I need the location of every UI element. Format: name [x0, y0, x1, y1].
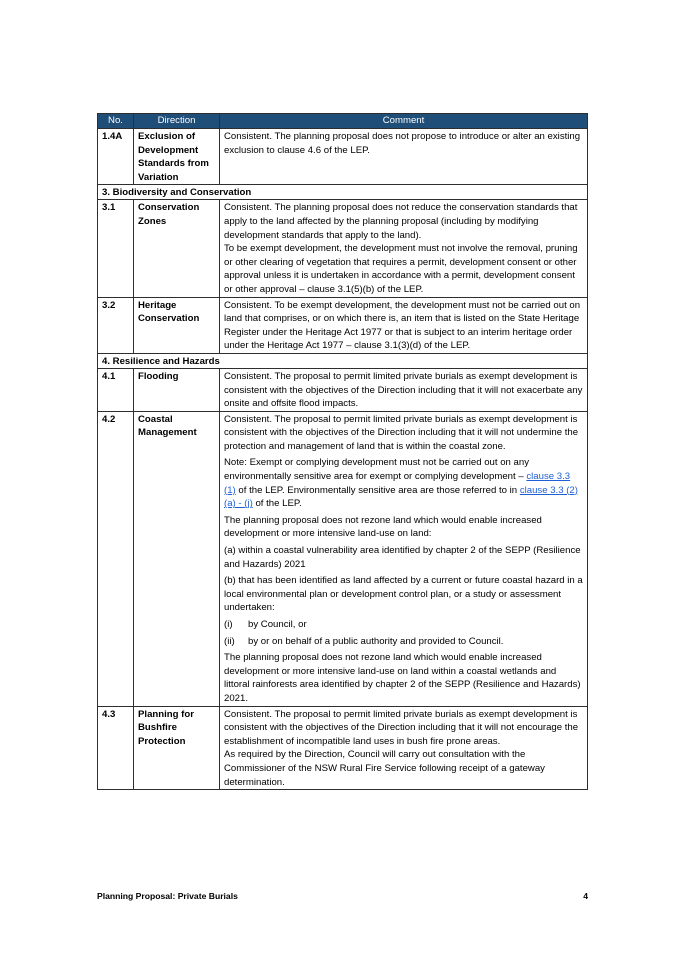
note-paragraph: [224, 456, 583, 510]
section-heading: 3. Biodiversity and Conservation: [98, 185, 588, 200]
sub-item-text: by Council, or: [248, 619, 307, 630]
note-text: of the LEP.: [255, 498, 302, 510]
sub-item-marker: (ii): [224, 635, 235, 647]
clause-3-3-2-link[interactable]: clause 3.3 (2)(a) - (j): [224, 484, 578, 510]
row-number: 1.4A: [98, 129, 134, 185]
comment-text: Consistent. To be exempt development, the development must not be carried out on land that comprises, or on which there is, an item that is listed on the State Heritage Register under the Heritage Act 1977 or that is subject to an interim heritage order under the Heritage Act 1977 – clause 3.1(3)(d) of the LEP.: [224, 299, 581, 352]
row-direction: Conservation Zones: [134, 200, 220, 297]
directions-table: [97, 113, 588, 790]
table-row: [98, 200, 588, 297]
table-row: [98, 129, 588, 185]
section-heading: 4. Resilience and Hazards: [98, 353, 588, 368]
table-row: [98, 297, 588, 353]
comment-text: Consistent. The planning proposal does not reduce the conservation standards that apply to the land affected by the planning proposal (including by modifying development standards that apply to the land).: [224, 202, 578, 241]
header-comment: Comment: [220, 114, 588, 129]
sub-item-ii: [224, 635, 583, 649]
comment-text: To be exempt development, the development must not involve the removal, pruning or other clearing of vegetation that requires a permit, development consent or other approval unless it is undertaken in accordance with a permit, development consent or other approval – clause 3.1(5)(b) of the LEP.: [224, 243, 578, 295]
comment-text: Consistent. The proposal to permit limited private burials as exempt development is consistent with the objectives of the Direction including that it will not undermine the protection and management of land that is within the coastal zone.: [224, 413, 579, 452]
sub-item-marker: (i): [224, 619, 233, 630]
row-direction: Exclusion of Development Standards from Variation: [134, 129, 220, 185]
sub-list: [224, 635, 583, 649]
row-number: 3.1: [98, 200, 134, 297]
list-item-b: (b) that has been identified as land affected by a current or future coastal hazard in a local environmental plan or development control plan, or a study or assessment undertaken:: [224, 575, 583, 614]
table-row: [98, 411, 588, 706]
row-comment: [220, 200, 588, 297]
row-number: 4.3: [98, 706, 134, 790]
row-comment: [220, 411, 588, 706]
comment-text: As required by the Direction, Council will carry out consultation with the Commissioner of the NSW Rural Fire Service following receipt of a gateway determination.: [224, 749, 545, 788]
footer-title: Planning Proposal: Private Burials: [97, 891, 238, 901]
comment-text: Consistent. The proposal to permit limited private burials as exempt development is consistent with the objectives of the Direction including that it will not exacerbate any onsite and offsite flood impacts.: [224, 370, 583, 410]
comment-text: The planning proposal does not rezone land which would enable increased development or more intensive land-use on land:: [224, 514, 542, 540]
header-direction: Direction: [134, 114, 220, 129]
page-footer: [97, 891, 588, 901]
row-comment: [220, 706, 588, 790]
section-row: [98, 353, 588, 368]
table-row: [98, 368, 588, 411]
section-row: [98, 185, 588, 200]
sub-item-i: [224, 618, 583, 632]
clause-3-3-1-link[interactable]: clause 3.3 (1): [224, 471, 571, 496]
row-comment: [220, 368, 588, 411]
row-direction: Coastal Management: [134, 411, 220, 706]
table-header-row: [98, 114, 588, 129]
comment-text: Consistent. The planning proposal does not propose to introduce or alter an existing exclusion to clause 4.6 of the LEP.: [224, 131, 581, 156]
row-number: 4.1: [98, 368, 134, 411]
row-direction: Heritage Conservation: [134, 297, 220, 353]
page-number: 4: [583, 891, 588, 901]
row-direction: Flooding: [134, 368, 220, 411]
row-direction: Planning for Bushfire Protection: [134, 706, 220, 790]
header-no: No.: [98, 114, 134, 129]
row-comment: [220, 129, 588, 185]
sub-item-text: by or on behalf of a public authority and provided to Council.: [248, 635, 504, 647]
table-row: [98, 706, 588, 790]
comment-text: Consistent. The proposal to permit limited private burials as exempt development is consistent with the objectives of the Direction including that it will not encourage the establishment of incompatible land uses in bush fire prone areas.: [224, 708, 579, 747]
sub-list: [224, 618, 583, 632]
note-text: Note: Exempt or complying development must not be carried out on any environmentally sensitive area for exempt or complying development –: [224, 457, 530, 483]
row-number: 4.2: [98, 411, 134, 706]
row-comment: [220, 297, 588, 353]
row-number: 3.2: [98, 297, 134, 353]
note-text: of the LEP. Environmentally sensitive area are those referred to in: [238, 484, 518, 496]
comment-text: The planning proposal does not rezone land which would enable increased development or more intensive land-use on land within a coastal wetlands and littoral rainforests area identified by chapter 2 of the SEPP (Resilience and Hazards) 2021.: [224, 652, 581, 704]
list-item-a: (a) within a coastal vulnerability area identified by chapter 2 of the SEPP (Resilience and Hazards) 2021: [224, 545, 581, 570]
